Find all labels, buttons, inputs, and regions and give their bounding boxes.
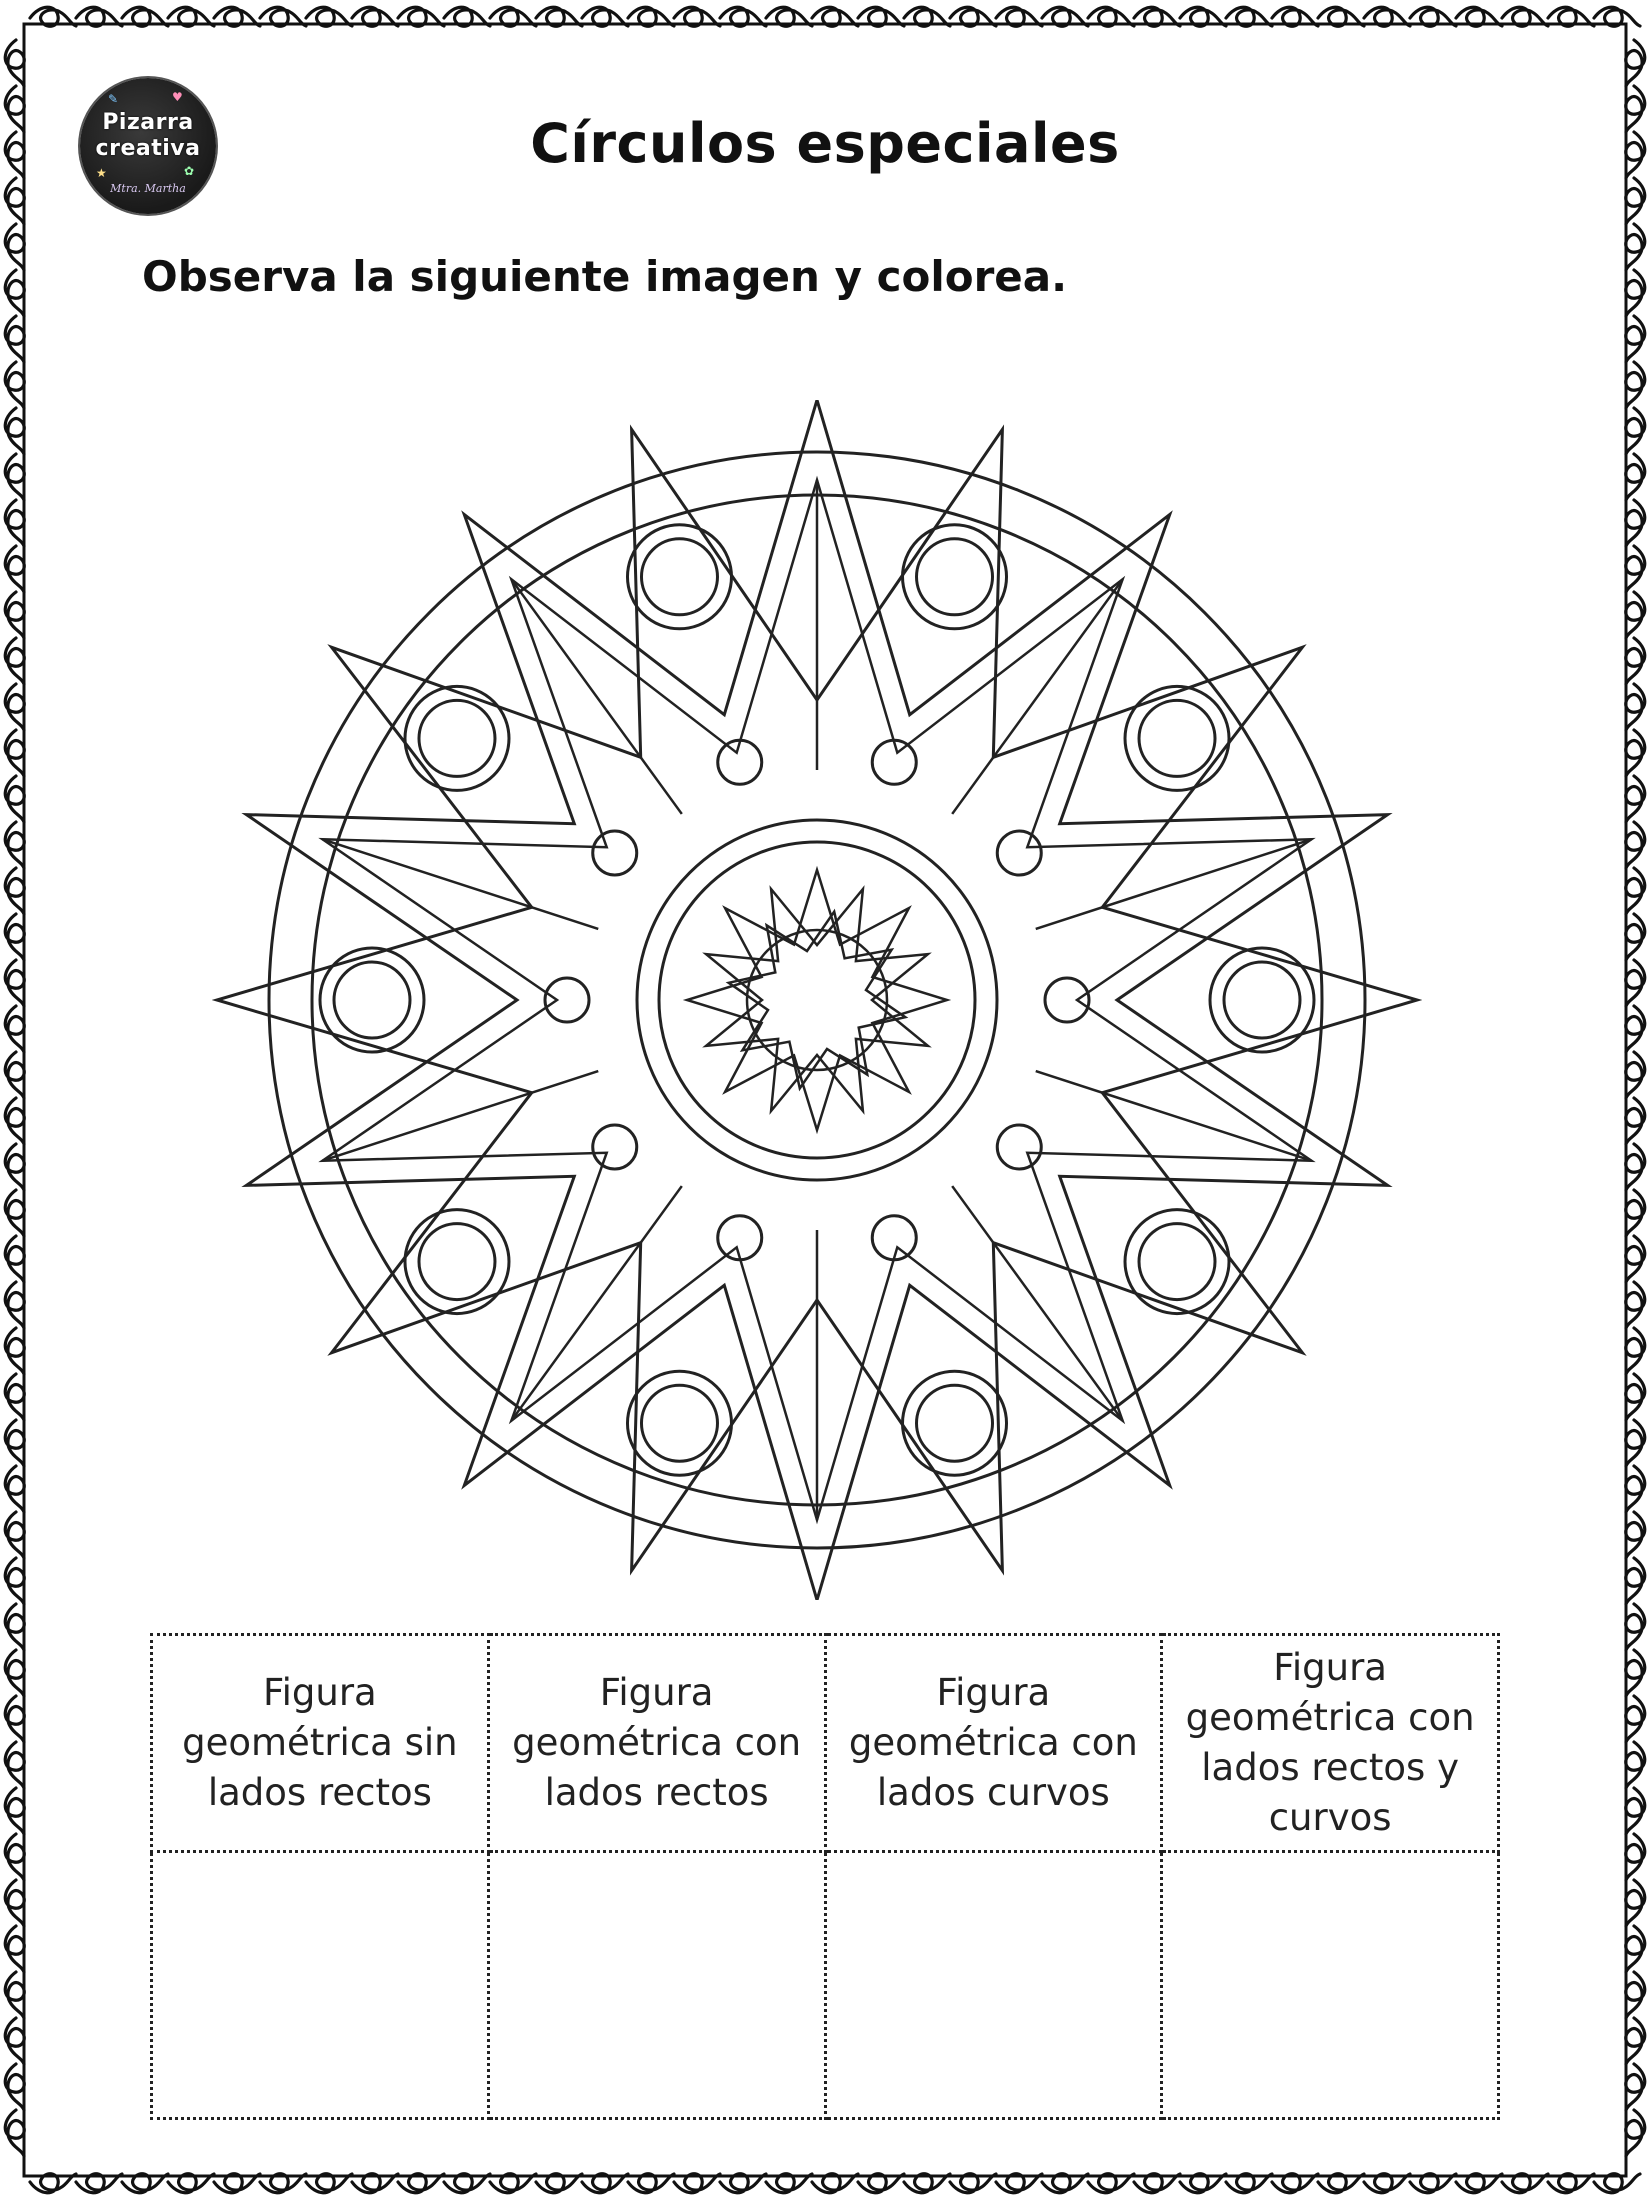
mandala-coloring-image (212, 400, 1422, 1600)
star-point-spoke (511, 1186, 681, 1421)
table-answer-row (152, 1852, 1499, 2119)
star-point-spoke (322, 839, 598, 929)
star-point-spoke (322, 1071, 598, 1161)
star-point-spoke (1036, 839, 1312, 929)
header-no-straight-sides: Figura geométrica sin lados rectos (152, 1635, 489, 1852)
outer-double-circle (1125, 686, 1229, 790)
center-star-a (687, 870, 947, 1130)
outer-double-circle-inner (419, 700, 495, 776)
outer-double-circle-inner (1224, 962, 1300, 1038)
outer-double-circle (903, 525, 1007, 629)
outer-double-circle-inner (334, 962, 410, 1038)
outer-double-circle (320, 948, 424, 1052)
outer-double-circle (903, 1371, 1007, 1475)
header-curved-sides: Figura geométrica con lados curvos (825, 1635, 1162, 1852)
outer-double-circle (1210, 948, 1314, 1052)
small-circle (593, 831, 637, 875)
outer-double-circle-inner (917, 1385, 993, 1461)
small-circle (997, 1125, 1041, 1169)
small-circle (718, 740, 762, 784)
center-star-b (706, 889, 928, 1111)
pizarra-creativa-logo: ✎ ♥ ★ ✿ Pizarra creativa Mtra. Martha (80, 78, 216, 214)
small-circle (593, 1125, 637, 1169)
header-straight-sides: Figura geométrica con lados rectos (488, 1635, 825, 1852)
outer-double-circle (405, 1210, 509, 1314)
outer-double-circle (627, 525, 731, 629)
logo-author: Mtra. Martha (110, 182, 186, 195)
small-circle (997, 831, 1041, 875)
outer-double-circle-inner (641, 539, 717, 615)
answer-cell-3[interactable] (825, 1852, 1162, 2119)
center-ring-inner (659, 842, 975, 1158)
logo-text-line1: Pizarra (102, 110, 194, 135)
star-point-spoke (511, 579, 681, 814)
outer-double-circle (405, 686, 509, 790)
classification-table (150, 1633, 1500, 2120)
instruction-text: Observa la siguiente imagen y colorea. (142, 252, 1068, 301)
small-circle (872, 740, 916, 784)
small-circle (1045, 978, 1089, 1022)
outer-double-circle-inner (1139, 1224, 1215, 1300)
answer-cell-4[interactable] (1162, 1852, 1499, 2119)
small-circle (545, 978, 589, 1022)
star-point-spoke (952, 1186, 1122, 1421)
small-circle (872, 1216, 916, 1260)
small-circle (718, 1216, 762, 1260)
answer-cell-2[interactable] (488, 1852, 825, 2119)
table-header-row (152, 1635, 1499, 1852)
header-straight-and-curved-sides: Figura geométrica con lados rectos y curvos (1162, 1635, 1499, 1852)
answer-cell-1[interactable] (152, 1852, 489, 2119)
outer-double-circle (627, 1371, 731, 1475)
outer-double-circle-inner (641, 1385, 717, 1461)
outer-double-circle-inner (1139, 700, 1215, 776)
outer-double-circle-inner (917, 539, 993, 615)
star-point-spoke (952, 579, 1122, 814)
page-title: Círculos especiales (530, 112, 1120, 175)
outer-double-circle-inner (419, 1224, 495, 1300)
center-core-circle (747, 930, 887, 1070)
outer-double-circle (1125, 1210, 1229, 1314)
star-point-spoke (1036, 1071, 1312, 1161)
logo-text-line2: creativa (95, 136, 201, 161)
center-star-c (729, 912, 906, 1089)
